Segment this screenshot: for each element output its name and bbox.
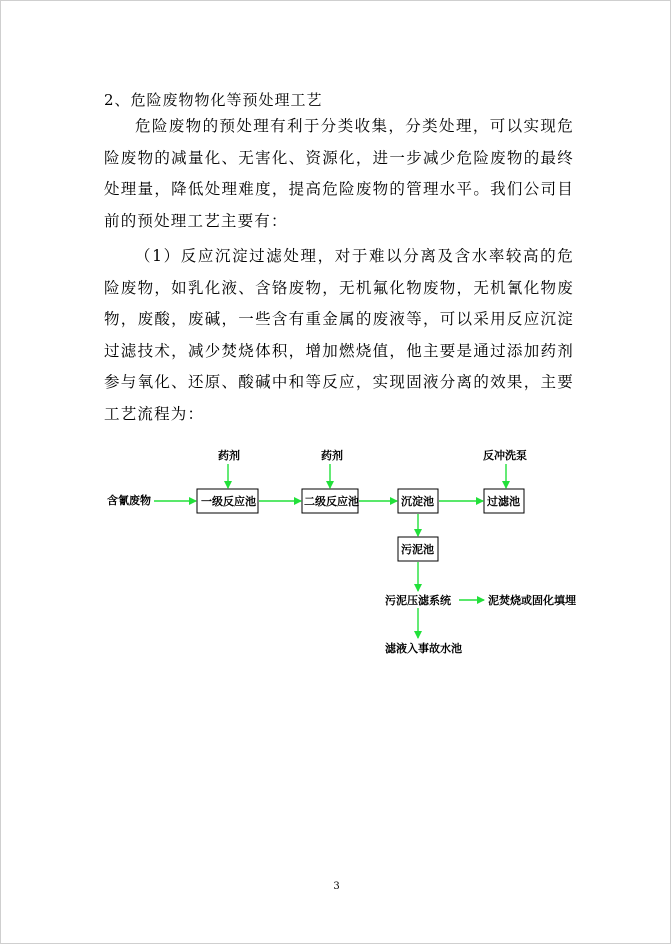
process-paragraph: （1）反应沉淀过滤处理，对于难以分离及含水率较高的危险废物，如乳化液、含铬废物，无机氟化物废物，无机氰化物废物，废酸，废碱，一些含有重金属的废液等，可以采用反应沉淀过滤技术，减少焚烧体积，增加燃烧值，他主要是通过添加药剂参与氧化、还原、酸碱中和等反应，实现固液分离的效果，主要工艺流程为：	[104, 247, 574, 423]
section-heading: 2、危险废物物化等预处理工艺	[104, 91, 323, 109]
page-number: 3	[333, 881, 340, 892]
intro-paragraph: 危险废物的预处理有利于分类收集，分类处理，可以实现危险废物的减量化、无害化、资源化，进一步减少危险废物的最终处理量，降低处理难度，提高危险废物的管理水平。我们公司目前的预处理工艺主要有：	[104, 117, 574, 230]
input-label: 含氰废物	[107, 494, 151, 507]
backwash-pump-label: 反冲洗泵	[483, 449, 527, 462]
process-flowchart	[1, 1, 671, 945]
press-system-label: 污泥压滤系统	[385, 594, 451, 607]
settling-label: 沉淀池	[401, 495, 434, 508]
stage2-label: 二级反应池	[304, 495, 359, 508]
reagent2-label: 药剂	[321, 449, 343, 462]
disposal-label: 泥焚烧或固化填埋	[488, 594, 576, 607]
sludge-tank-label: 污泥池	[401, 543, 434, 556]
stage1-label: 一级反应池	[201, 495, 256, 508]
filtrate-label: 滤液入事故水池	[385, 642, 462, 655]
filter-label: 过滤池	[487, 495, 520, 508]
reagent1-label: 药剂	[218, 449, 240, 462]
